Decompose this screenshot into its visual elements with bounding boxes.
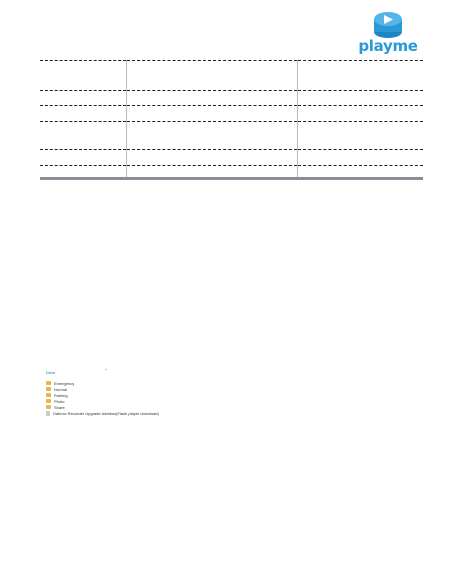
brand-name: playme <box>358 37 418 55</box>
folder-icon <box>46 399 51 403</box>
table-cell <box>298 106 424 122</box>
table-row <box>40 150 423 166</box>
table-cell <box>40 150 127 166</box>
table-cell <box>298 150 424 166</box>
folder-icon <box>46 393 51 397</box>
folder-label: Normal <box>54 386 67 392</box>
table-cell <box>127 61 298 91</box>
spec-table <box>40 60 423 180</box>
file-label: Dafenci Recorder Upgrade Address(Flash player download) <box>53 410 159 416</box>
table-cell <box>127 150 298 166</box>
table-cell <box>40 61 127 91</box>
file-icon <box>46 411 50 416</box>
table-row <box>40 122 423 150</box>
list-item[interactable] <box>46 410 159 416</box>
table-row <box>40 61 423 91</box>
table-row <box>40 166 423 179</box>
folder-icon <box>46 405 51 409</box>
table-cell <box>298 61 424 91</box>
table-cell <box>298 122 424 150</box>
table-cell <box>40 91 127 106</box>
play-disc-icon <box>372 10 404 40</box>
folder-icon <box>46 387 51 391</box>
collapse-caret: ^ <box>105 367 107 372</box>
folder-icon <box>46 381 51 385</box>
table-cell <box>40 122 127 150</box>
table-cell <box>127 106 298 122</box>
file-browser-screenshot <box>46 367 226 430</box>
table-cell <box>127 91 298 106</box>
table-row <box>40 106 423 122</box>
folder-label: Share <box>54 404 65 410</box>
table-cell <box>127 166 298 179</box>
table-row <box>40 91 423 106</box>
folder-label: Photo <box>54 398 65 404</box>
table-cell <box>40 166 127 179</box>
table-cell <box>298 91 424 106</box>
drive-header: Drive <box>46 370 56 375</box>
table-cell <box>298 166 424 179</box>
folder-label: Emergency <box>54 380 75 386</box>
playme-logo <box>358 10 418 54</box>
table-cell <box>127 122 298 150</box>
folder-label: Parking <box>54 392 68 398</box>
table-cell <box>40 106 127 122</box>
